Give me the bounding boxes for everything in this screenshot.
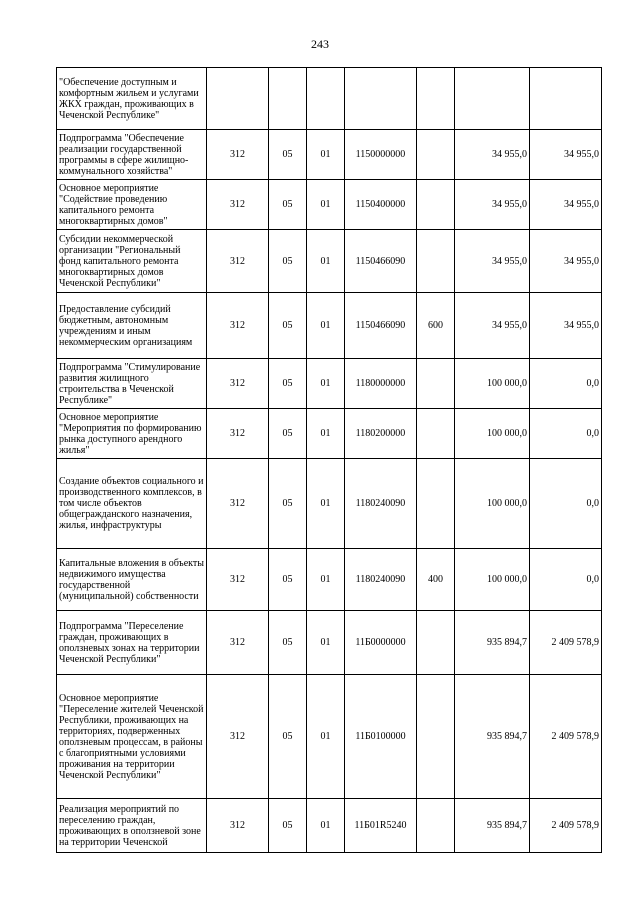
cell-sum-1: 935 894,7 [455, 675, 530, 799]
cell-name: Подпрограмма "Переселение граждан, проживающих в оползневых зонах на территории Чеченской Республики" [57, 611, 207, 675]
cell-subsection: 01 [307, 549, 345, 611]
cell-ministry: 312 [207, 130, 269, 180]
cell-name: Подпрограмма "Стимулирование развития жилищного строительства в Чеченской Республике" [57, 359, 207, 409]
cell-sum-1: 34 955,0 [455, 130, 530, 180]
table-row [57, 359, 602, 409]
cell-section: 05 [269, 675, 307, 799]
cell-section: 05 [269, 611, 307, 675]
cell-section: 05 [269, 293, 307, 359]
cell-sum-2: 0,0 [530, 549, 602, 611]
cell-target: 11Б01R5240 [345, 799, 417, 853]
cell-ministry: 312 [207, 230, 269, 293]
cell-sum-2 [530, 68, 602, 130]
cell-ministry: 312 [207, 293, 269, 359]
cell-ministry [207, 68, 269, 130]
cell-name: Реализация мероприятий по переселению граждан, проживающих в оползневой зоне на территории Чеченской [57, 799, 207, 853]
cell-target [345, 68, 417, 130]
cell-sum-1: 34 955,0 [455, 230, 530, 293]
cell-section: 05 [269, 799, 307, 853]
cell-sum-2: 34 955,0 [530, 230, 602, 293]
cell-name: Капитальные вложения в объекты недвижимого имущества государственной (муниципальной) собственности [57, 549, 207, 611]
cell-ministry: 312 [207, 675, 269, 799]
cell-sum-2: 34 955,0 [530, 293, 602, 359]
cell-expense-type [417, 799, 455, 853]
table-body [57, 68, 602, 853]
table-row [57, 799, 602, 853]
cell-subsection: 01 [307, 675, 345, 799]
cell-ministry: 312 [207, 549, 269, 611]
cell-name: Основное мероприятие "Мероприятия по формированию рынка доступного арендного жилья" [57, 409, 207, 459]
cell-sum-1 [455, 68, 530, 130]
cell-sum-1: 100 000,0 [455, 459, 530, 549]
cell-name: Создание объектов социального и производственного комплексов, в том числе объектов общегражданского назначения, жилья, инфраструктуры [57, 459, 207, 549]
cell-subsection [307, 68, 345, 130]
cell-name: Основное мероприятие "Содействие проведению капитального ремонта многоквартирных домов" [57, 180, 207, 230]
cell-sum-1: 100 000,0 [455, 409, 530, 459]
cell-target: 1180240090 [345, 459, 417, 549]
table-row [57, 230, 602, 293]
table-row [57, 293, 602, 359]
cell-ministry: 312 [207, 611, 269, 675]
cell-expense-type [417, 130, 455, 180]
table-row [57, 180, 602, 230]
table-row [57, 549, 602, 611]
cell-ministry: 312 [207, 409, 269, 459]
cell-section: 05 [269, 180, 307, 230]
cell-ministry: 312 [207, 799, 269, 853]
cell-subsection: 01 [307, 230, 345, 293]
cell-sum-1: 935 894,7 [455, 611, 530, 675]
cell-sum-1: 100 000,0 [455, 359, 530, 409]
table-row [57, 675, 602, 799]
cell-sum-1: 34 955,0 [455, 293, 530, 359]
cell-target: 1150000000 [345, 130, 417, 180]
cell-expense-type [417, 359, 455, 409]
cell-expense-type: 600 [417, 293, 455, 359]
table-row [57, 611, 602, 675]
cell-expense-type [417, 675, 455, 799]
cell-subsection: 01 [307, 799, 345, 853]
cell-target: 1150466090 [345, 230, 417, 293]
cell-expense-type [417, 180, 455, 230]
cell-sum-2: 2 409 578,9 [530, 799, 602, 853]
cell-sum-2: 2 409 578,9 [530, 611, 602, 675]
cell-expense-type [417, 409, 455, 459]
cell-subsection: 01 [307, 293, 345, 359]
cell-section: 05 [269, 130, 307, 180]
cell-expense-type [417, 459, 455, 549]
cell-target: 11Б0000000 [345, 611, 417, 675]
table-row [57, 130, 602, 180]
cell-sum-2: 34 955,0 [530, 180, 602, 230]
cell-expense-type: 400 [417, 549, 455, 611]
cell-section: 05 [269, 459, 307, 549]
cell-sum-2: 34 955,0 [530, 130, 602, 180]
cell-subsection: 01 [307, 130, 345, 180]
cell-ministry: 312 [207, 180, 269, 230]
cell-expense-type [417, 68, 455, 130]
cell-ministry: 312 [207, 459, 269, 549]
cell-sum-2: 0,0 [530, 409, 602, 459]
cell-sum-1: 34 955,0 [455, 180, 530, 230]
cell-target: 1180240090 [345, 549, 417, 611]
cell-section: 05 [269, 409, 307, 459]
cell-sum-2: 0,0 [530, 459, 602, 549]
cell-target: 1180000000 [345, 359, 417, 409]
page-number: 243 [311, 37, 329, 51]
cell-subsection: 01 [307, 459, 345, 549]
cell-target: 1180200000 [345, 409, 417, 459]
cell-name: Основное мероприятие "Переселение жителей Чеченской Республики, проживающих на территориях, подверженных оползневым процессам, в районы с благоприятными условиями проживания на территории Чеченской Республики" [57, 675, 207, 799]
cell-subsection: 01 [307, 180, 345, 230]
cell-target: 11Б0100000 [345, 675, 417, 799]
cell-section: 05 [269, 230, 307, 293]
table-row [57, 68, 602, 130]
cell-name: "Обеспечение доступным и комфортным жильем и услугами ЖКХ граждан, проживающих в Чеченской Республике" [57, 68, 207, 130]
cell-sum-2: 2 409 578,9 [530, 675, 602, 799]
cell-subsection: 01 [307, 611, 345, 675]
cell-section [269, 68, 307, 130]
cell-subsection: 01 [307, 409, 345, 459]
cell-sum-2: 0,0 [530, 359, 602, 409]
budget-table [56, 67, 602, 853]
cell-target: 1150466090 [345, 293, 417, 359]
cell-name: Предоставление субсидий бюджетным, автономным учреждениям и иным некоммерческим организациям [57, 293, 207, 359]
cell-section: 05 [269, 359, 307, 409]
cell-name: Субсидии некоммерческой организации "Региональный фонд капитального ремонта многоквартирных домов Чеченской Республики" [57, 230, 207, 293]
table-row [57, 409, 602, 459]
cell-target: 1150400000 [345, 180, 417, 230]
cell-name: Подпрограмма "Обеспечение реализации государственной программы в сфере жилищно-коммунального хозяйства" [57, 130, 207, 180]
cell-ministry: 312 [207, 359, 269, 409]
cell-subsection: 01 [307, 359, 345, 409]
cell-sum-1: 935 894,7 [455, 799, 530, 853]
cell-expense-type [417, 230, 455, 293]
cell-section: 05 [269, 549, 307, 611]
cell-expense-type [417, 611, 455, 675]
cell-sum-1: 100 000,0 [455, 549, 530, 611]
table-row [57, 459, 602, 549]
